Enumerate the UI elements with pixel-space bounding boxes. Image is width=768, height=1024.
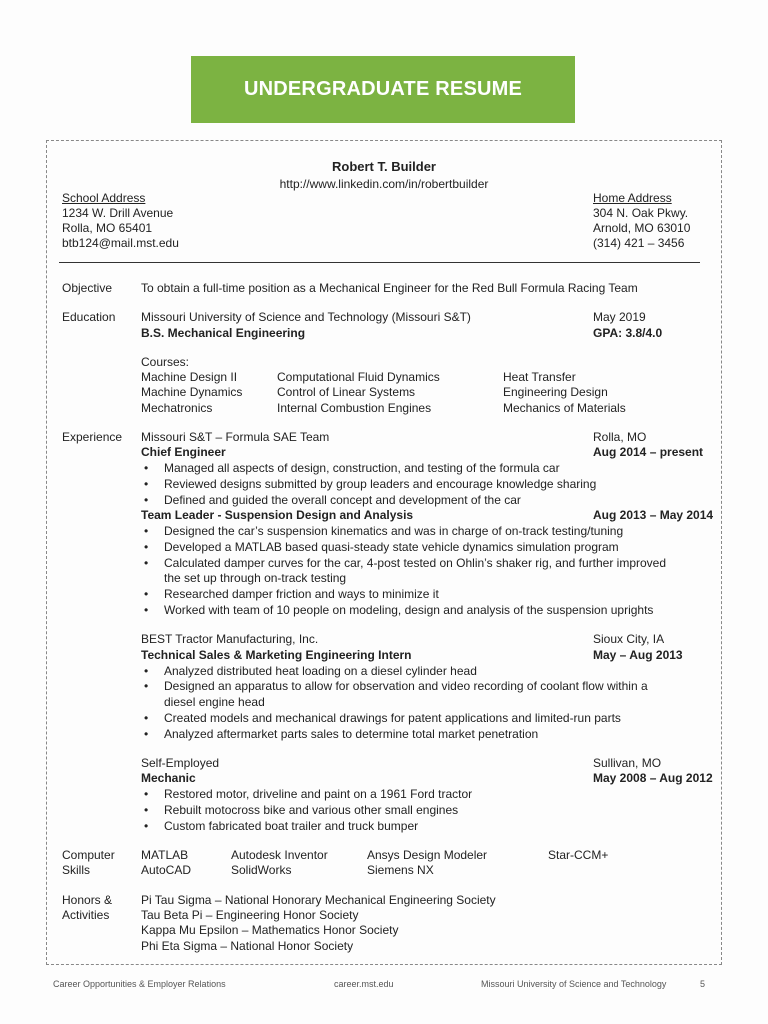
skill-column: [548, 848, 648, 879]
role-header: [141, 771, 722, 786]
skill-item: Autodesk Inventor: [231, 848, 328, 863]
job-entry: [141, 632, 722, 741]
bullet-item: • Custom fabricated boat trailer and truck bumper: [141, 819, 671, 834]
linkedin-url[interactable]: http://www.linkedin.com/in/robertbuilder: [279, 177, 489, 191]
objective-section: [62, 281, 722, 296]
courses-label: Courses:: [141, 354, 190, 369]
skill-item: Ansys Design Modeler: [367, 848, 488, 863]
role-title: Team Leader - Suspension Design and Analysis: [141, 508, 414, 523]
section-label: Skills: [62, 863, 91, 878]
section-label: Objective: [62, 281, 113, 295]
home-address-heading: Home Address: [593, 191, 672, 205]
bullet-item: • Restored motor, driveline and paint on a 1961 Ford tractor: [141, 787, 671, 802]
school-address: [62, 191, 179, 251]
honor-item: Pi Tau Sigma – National Honorary Mechanical Engineering Society: [141, 892, 496, 907]
email[interactable]: btb124@mail.mst.edu: [62, 236, 179, 250]
section-label: Experience: [62, 430, 123, 445]
section-label: Education: [62, 310, 116, 325]
organization: Missouri S&T – Formula SAE Team: [141, 430, 330, 445]
candidate-name: Robert T. Builder: [331, 159, 436, 174]
skill-item: MATLAB: [141, 848, 189, 863]
bullet-item: • Rebuilt motocross bike and various other small engines: [141, 803, 671, 818]
organization: Self-Employed: [141, 755, 220, 770]
role-date: Aug 2013 – May 2014: [593, 508, 714, 523]
bullet-item: • Analyzed aftermarket parts sales to determine total market penetration: [141, 727, 671, 742]
section-label: Computer: [62, 848, 115, 863]
job-entry: [141, 430, 722, 618]
skill-item: AutoCAD: [141, 863, 192, 878]
job-header: [141, 756, 722, 771]
footer-university: Missouri University of Science and Technology: [481, 979, 667, 989]
role-header: [141, 508, 722, 523]
degree: B.S. Mechanical Engineering: [141, 325, 306, 340]
course-item: Engineering Design: [503, 385, 608, 400]
gpa: GPA: 3.8/4.0: [593, 325, 663, 340]
bullet-item: • Designed the car’s suspension kinematics and was in charge of on-track testing/tuning: [141, 524, 671, 539]
skills-section: [62, 848, 722, 879]
role-date: Aug 2014 – present: [593, 445, 704, 460]
course-column: [141, 370, 277, 416]
objective-text: To obtain a full-time position as a Mechanical Engineer for the Red Bull Formula Racing Team: [141, 281, 638, 295]
resume-body: [62, 281, 722, 968]
job-header: [141, 430, 722, 445]
skill-column: [367, 848, 548, 879]
skill-item: Star-CCM+: [548, 848, 609, 863]
education-section: [62, 310, 722, 416]
bullet-item: • Reviewed designs submitted by group leaders and encourage knowledge sharing: [141, 477, 671, 492]
skill-item: SolidWorks: [231, 863, 292, 878]
bullet-item: • Analyzed distributed heat loading on a diesel cylinder head: [141, 664, 671, 679]
course-item: Control of Linear Systems: [277, 385, 416, 400]
skill-column: [231, 848, 367, 879]
location: Rolla, MO: [593, 430, 647, 445]
divider: [59, 262, 700, 263]
address-line: 1234 W. Drill Avenue: [62, 206, 174, 220]
course-column: [503, 370, 663, 416]
role-header: [141, 648, 722, 663]
course-item: Machine Design II: [141, 370, 238, 385]
location: Sullivan, MO: [593, 755, 662, 770]
bullet-item: • Researched damper friction and ways to minimize it: [141, 587, 671, 602]
title-banner: UNDERGRADUATE RESUME: [191, 56, 575, 123]
role-title: Mechanic: [141, 771, 196, 786]
role-date: May – Aug 2013: [593, 647, 683, 662]
home-address: [593, 191, 690, 251]
honor-item: Kappa Mu Epsilon – Mathematics Honor Society: [141, 923, 399, 938]
experience-section: [62, 430, 722, 834]
school-name: Missouri University of Science and Technology (Missouri S&T): [141, 310, 471, 325]
address-line: Rolla, MO 65401: [62, 221, 153, 235]
job-header: [141, 632, 722, 647]
course-item: Heat Transfer: [503, 370, 576, 385]
course-item: Machine Dynamics: [141, 385, 243, 400]
footer-url[interactable]: career.mst.edu: [334, 979, 394, 989]
course-column: [277, 370, 503, 416]
course-item: Computational Fluid Dynamics: [277, 370, 440, 385]
bullet-item: • Calculated damper curves for the car, 4-post tested on Ohlin’s shaker rig, and further improved the set up through on-track testing: [141, 556, 671, 587]
role-title: Chief Engineer: [141, 445, 226, 460]
address-line: 304 N. Oak Pkwy.: [593, 206, 689, 220]
bullet-item: • Managed all aspects of design, construction, and testing of the formula car: [141, 461, 671, 476]
skill-item: Siemens NX: [367, 863, 434, 878]
bullet-item: • Worked with team of 10 people on modeling, design and analysis of the suspension uprights: [141, 603, 671, 618]
bullet-item: • Developed a MATLAB based quasi-steady state vehicle dynamics simulation program: [141, 540, 671, 555]
job-entry: [141, 756, 722, 834]
section-label: Honors &: [62, 892, 113, 907]
course-item: Internal Combustion Engines: [277, 400, 432, 415]
section-label: Activities: [62, 908, 110, 922]
honor-item: Tau Beta Pi – Engineering Honor Society: [141, 908, 359, 922]
course-item: Mechatronics: [141, 400, 213, 415]
address-line: Arnold, MO 63010: [593, 221, 691, 235]
role-header: [141, 445, 722, 460]
honors-section: [62, 893, 722, 954]
role-date: May 2008 – Aug 2012: [593, 771, 713, 786]
organization: BEST Tractor Manufacturing, Inc.: [141, 632, 319, 647]
bullet-item: • Created models and mechanical drawings for patent applications and limited-run parts: [141, 711, 671, 726]
bullet-item: • Designed an apparatus to allow for observation and video recording of coolant flow within a diesel engine head: [141, 679, 671, 710]
bullet-item: • Defined and guided the overall concept and development of the car: [141, 493, 671, 508]
grad-date: May 2019: [593, 310, 646, 325]
page-number: 5: [700, 979, 706, 989]
course-item: Mechanics of Materials: [503, 400, 626, 415]
skill-column: [141, 848, 231, 879]
phone: (314) 421 – 3456: [593, 236, 685, 250]
honor-item: Phi Eta Sigma – National Honor Society: [141, 938, 354, 953]
footer-office: Career Opportunities & Employer Relations: [53, 979, 226, 989]
role-title: Technical Sales & Marketing Engineering Intern: [141, 647, 412, 662]
courses-table: [141, 370, 722, 416]
location: Sioux City, IA: [593, 632, 665, 647]
school-address-heading: School Address: [62, 191, 146, 205]
